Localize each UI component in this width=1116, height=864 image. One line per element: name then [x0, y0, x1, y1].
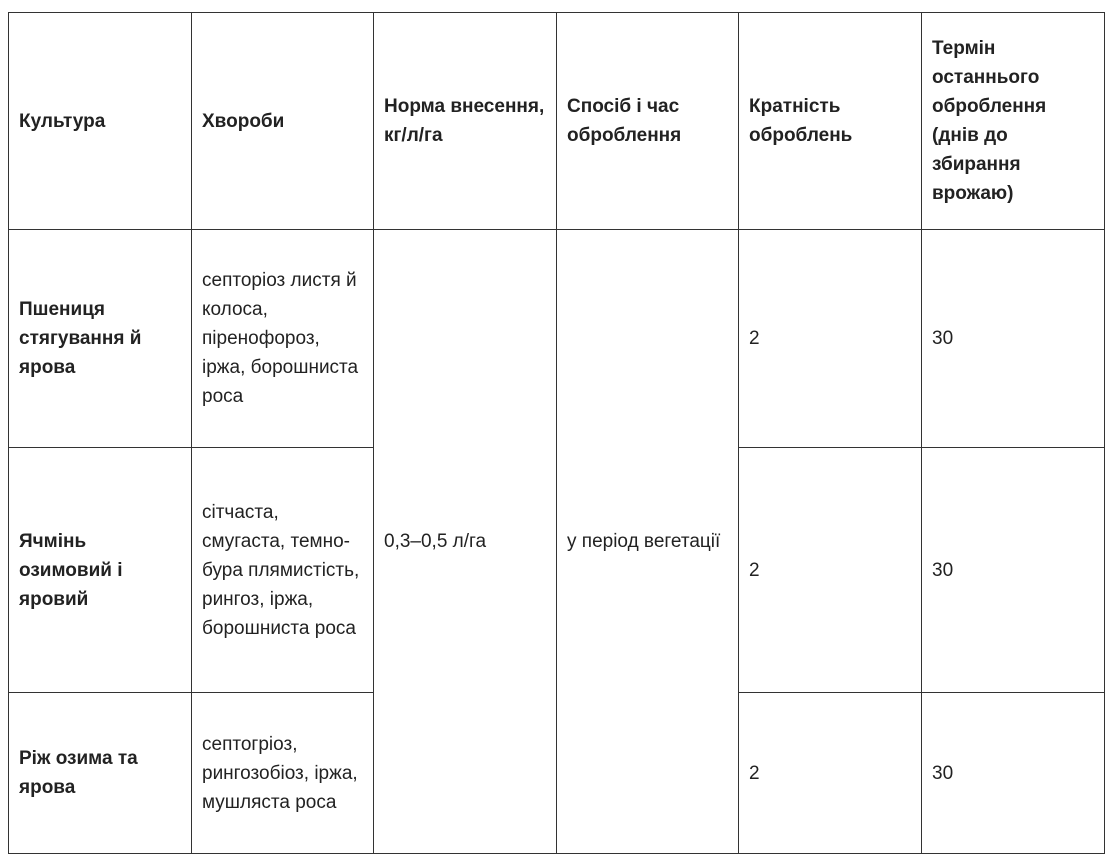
multiplicity-cell: 2 — [739, 448, 922, 693]
diseases-cell: септогріоз, рингозобіоз, іржа, мушляста роса — [192, 693, 374, 854]
header-last-treatment-term: Термін останнього оброблення (днів до збирання врожаю) — [922, 13, 1105, 230]
header-crop: Культура — [9, 13, 192, 230]
application-rate-cell: 0,3–0,5 л/га — [374, 230, 557, 854]
pesticide-regulation-table — [8, 12, 1105, 854]
crop-cell: Ячмінь озимовий і яровий — [9, 448, 192, 693]
multiplicity-cell: 2 — [739, 230, 922, 448]
last-treatment-cell: 30 — [922, 693, 1105, 854]
table-header-row — [9, 13, 1105, 230]
crop-cell: Ріж озима та ярова — [9, 693, 192, 854]
last-treatment-cell: 30 — [922, 448, 1105, 693]
crop-cell: Пшениця стягування й ярова — [9, 230, 192, 448]
multiplicity-cell: 2 — [739, 693, 922, 854]
diseases-cell: септоріоз листя й колоса, піренофороз, іржа, борошниста роса — [192, 230, 374, 448]
last-treatment-cell: 30 — [922, 230, 1105, 448]
header-application-rate: Норма внесення, кг/л/га — [374, 13, 557, 230]
diseases-cell: сітчаста, смугаста, темно-бура плямистість, рингоз, іржа, борошниста роса — [192, 448, 374, 693]
header-method-and-time: Спосіб і час оброблення — [557, 13, 739, 230]
header-treatment-multiplicity: Кратність оброблень — [739, 13, 922, 230]
header-diseases: Хвороби — [192, 13, 374, 230]
table-row — [9, 230, 1105, 448]
method-time-cell: у період вегетації — [557, 230, 739, 854]
